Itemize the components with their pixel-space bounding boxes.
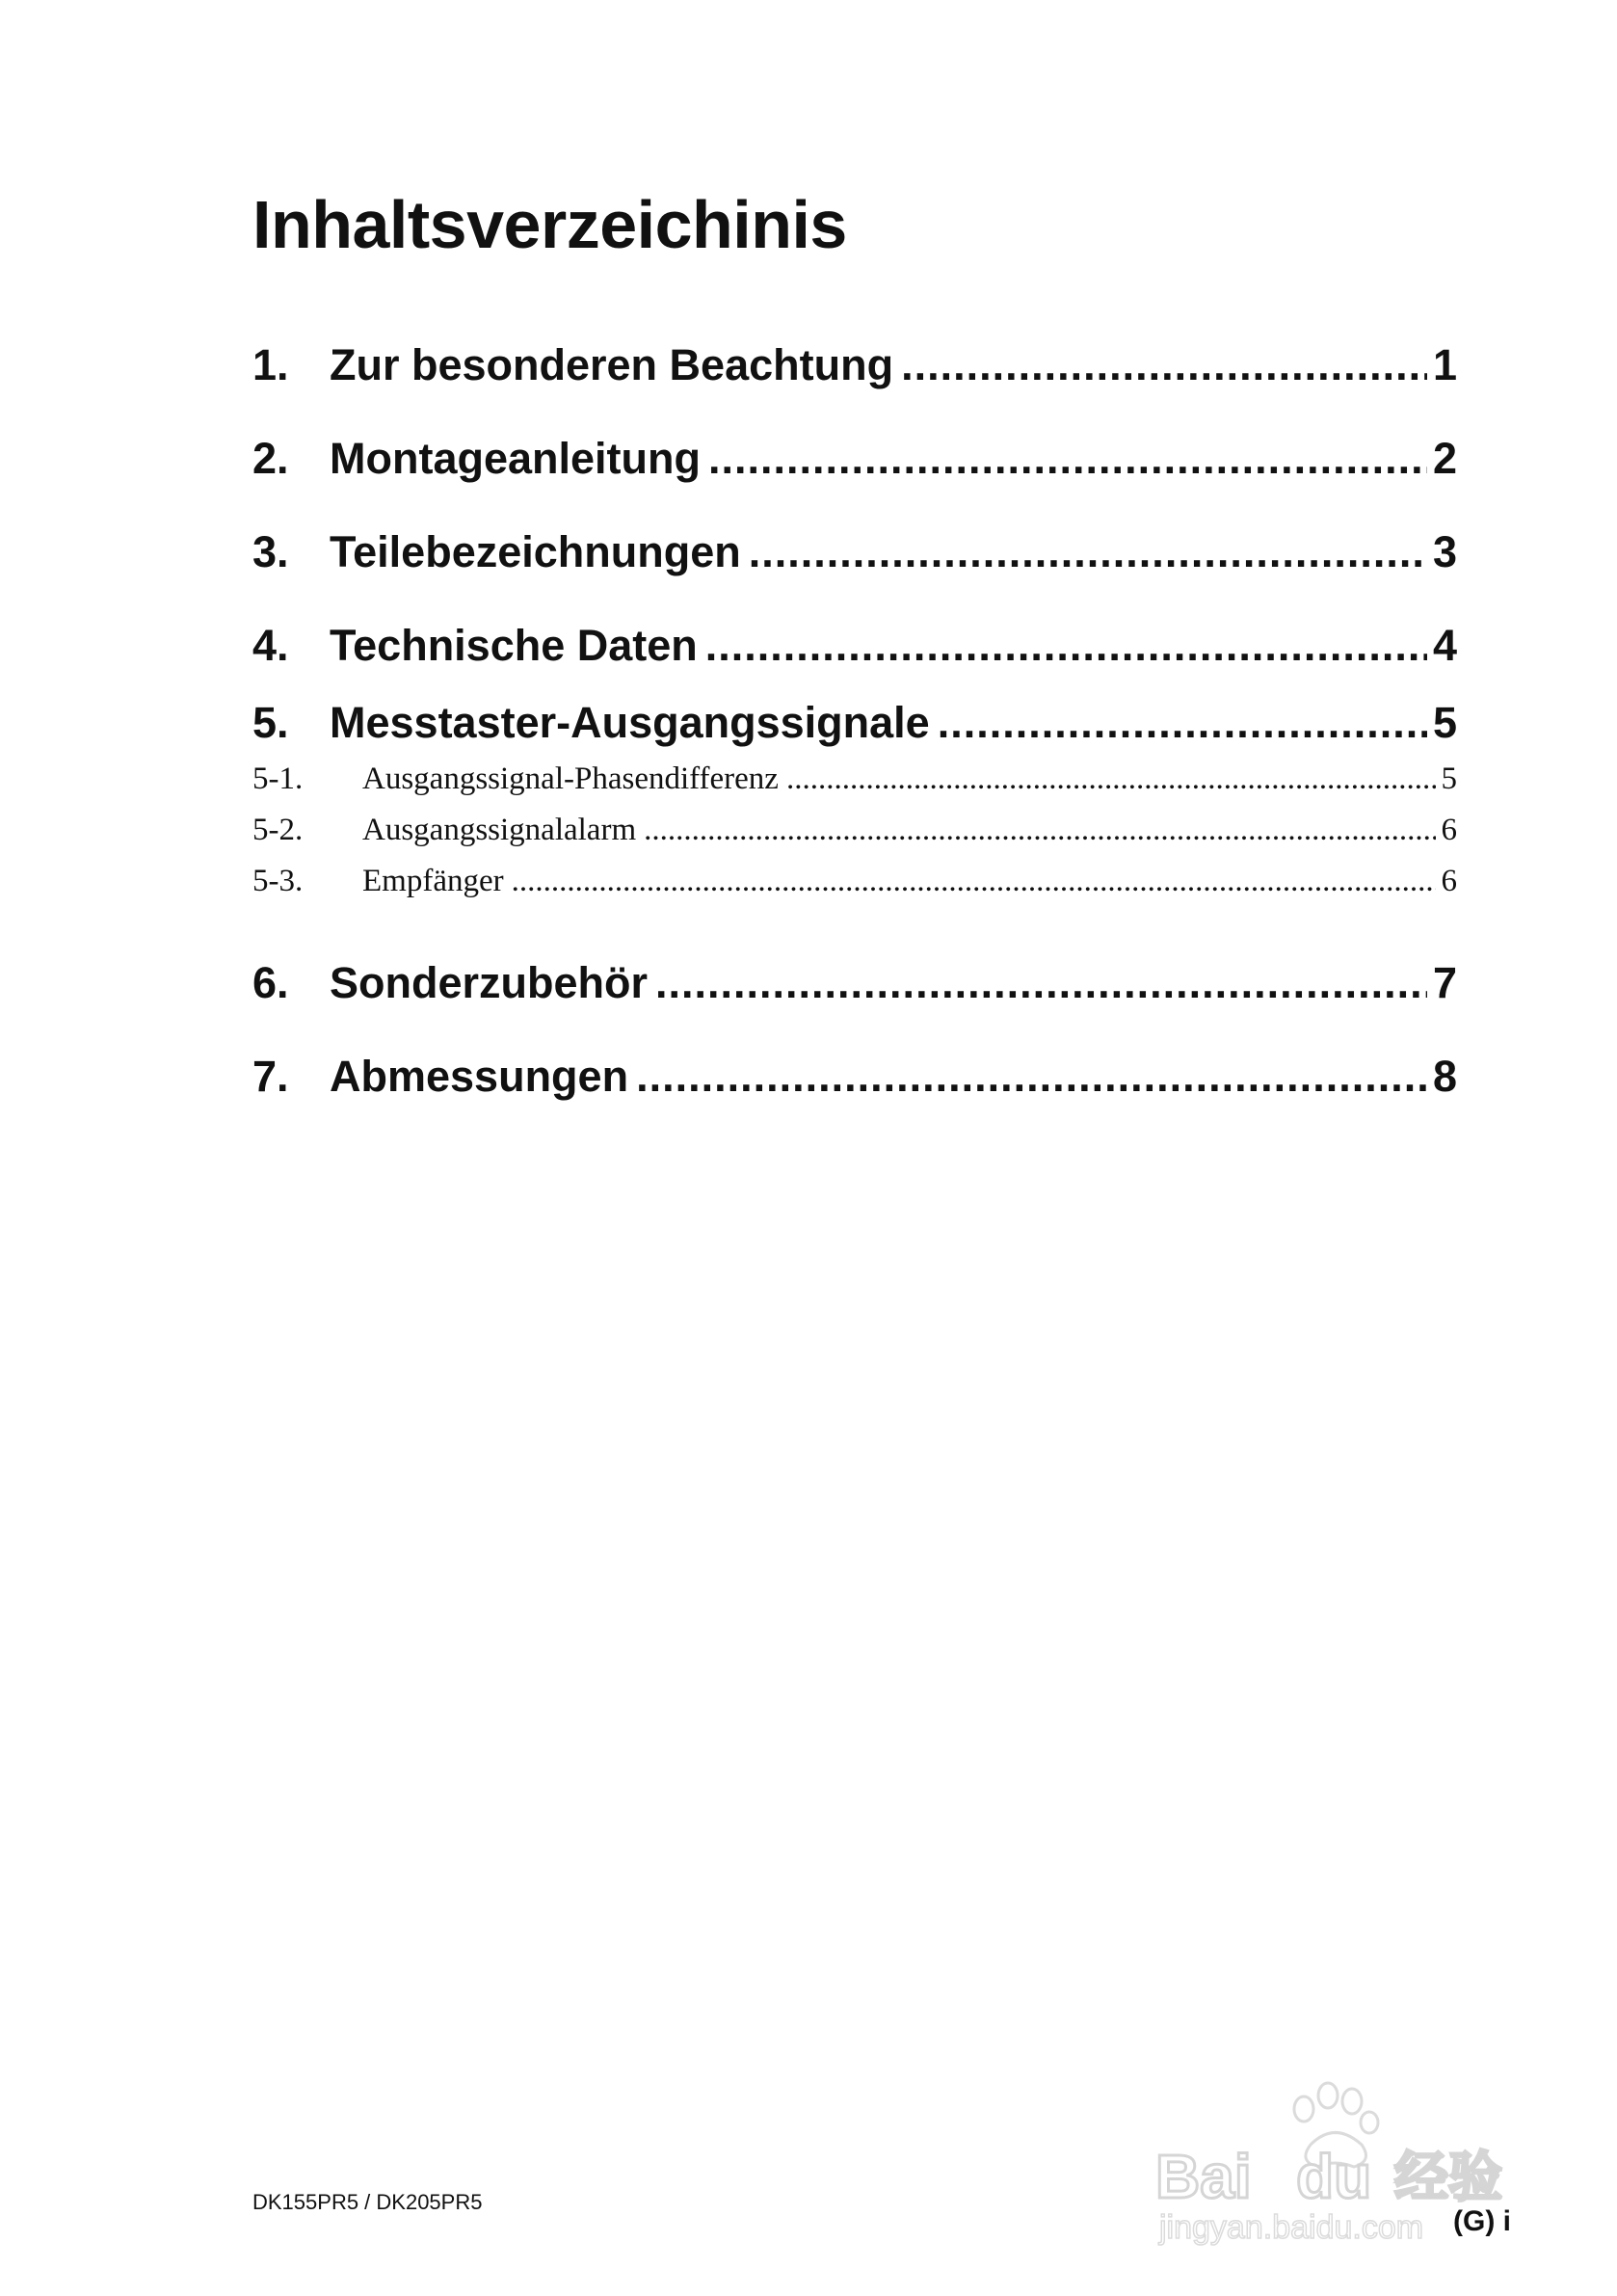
toc-entry-4[interactable] xyxy=(252,599,1457,692)
svg-text:Bai: Bai xyxy=(1155,2142,1252,2211)
toc-entry-page: 5 xyxy=(1441,761,1457,796)
toc-entry-page: 8 xyxy=(1432,1052,1457,1101)
toc-entry-page: 5 xyxy=(1432,698,1457,747)
svg-text:du: du xyxy=(1296,2142,1372,2211)
toc-entry-label: Sonderzubehör xyxy=(330,958,649,1007)
svg-text:经验: 经验 xyxy=(1394,2147,1502,2207)
toc-entry-number: 3. xyxy=(252,527,289,576)
toc-entry-page: 6 xyxy=(1441,864,1457,898)
toc-subentry-5-3[interactable] xyxy=(252,856,1457,907)
toc-entry-label: Abmessungen xyxy=(330,1052,629,1101)
toc-entry-number: 5. xyxy=(252,698,289,747)
toc-entry-number: 5-2. xyxy=(252,813,304,847)
toc-subentry-5-2[interactable] xyxy=(252,805,1457,856)
toc-entry-page: 6 xyxy=(1441,813,1457,847)
toc-entry-number: 6. xyxy=(252,958,289,1007)
toc-entry-number: 5-1. xyxy=(252,761,304,796)
toc-entry-label: Zur besonderen Beachtung xyxy=(330,340,894,389)
svg-text:jingyan.baidu.com: jingyan.baidu.com xyxy=(1159,2209,1424,2246)
table-of-contents xyxy=(252,318,1457,1123)
toc-dot-leader xyxy=(708,412,1427,505)
toc-dot-leader xyxy=(655,936,1427,1029)
page-title: Inhaltsverzeichinis xyxy=(252,187,847,262)
toc-entry-6[interactable] xyxy=(252,936,1457,1029)
toc-dot-leader xyxy=(938,692,1427,754)
toc-entry-page: 1 xyxy=(1432,340,1457,389)
toc-entry-label: Messtaster-Ausgangssignale xyxy=(330,698,930,747)
toc-entry-label: Empfänger xyxy=(362,864,504,898)
toc-dot-leader xyxy=(512,856,1436,907)
footer-page-marker: (G) i xyxy=(1453,2205,1511,2237)
toc-dot-leader xyxy=(901,318,1427,412)
toc-entry-1[interactable] xyxy=(252,318,1457,412)
toc-entry-page: 2 xyxy=(1432,434,1457,483)
toc-subentry-5-1[interactable] xyxy=(252,754,1457,805)
toc-entry-5[interactable] xyxy=(252,692,1457,754)
toc-dot-leader xyxy=(749,505,1427,599)
toc-entry-number: 4. xyxy=(252,621,289,670)
toc-dot-leader xyxy=(636,1029,1427,1123)
toc-dot-leader xyxy=(705,599,1427,692)
toc-entry-number: 1. xyxy=(252,340,289,389)
toc-entry-2[interactable] xyxy=(252,412,1457,505)
footer-model-number: DK155PR5 / DK205PR5 xyxy=(252,2190,483,2214)
toc-dot-leader xyxy=(644,805,1435,856)
toc-entry-number: 7. xyxy=(252,1052,289,1101)
toc-entry-number: 5-3. xyxy=(252,864,304,898)
toc-entry-label: Ausgangssignalalarm xyxy=(362,813,637,847)
toc-entry-page: 3 xyxy=(1432,527,1457,576)
toc-entry-label: Teilebezeichnungen xyxy=(330,527,741,576)
toc-entry-label: Montageanleitung xyxy=(330,434,701,483)
toc-entry-page: 4 xyxy=(1432,621,1457,670)
toc-entry-number: 2. xyxy=(252,434,289,483)
toc-dot-leader xyxy=(786,754,1436,805)
toc-entry-page: 7 xyxy=(1432,958,1457,1007)
toc-entry-label: Technische Daten xyxy=(330,621,698,670)
toc-entry-label: Ausgangssignal-Phasendifferenz xyxy=(362,761,779,796)
toc-entry-3[interactable] xyxy=(252,505,1457,599)
toc-entry-7[interactable] xyxy=(252,1029,1457,1123)
